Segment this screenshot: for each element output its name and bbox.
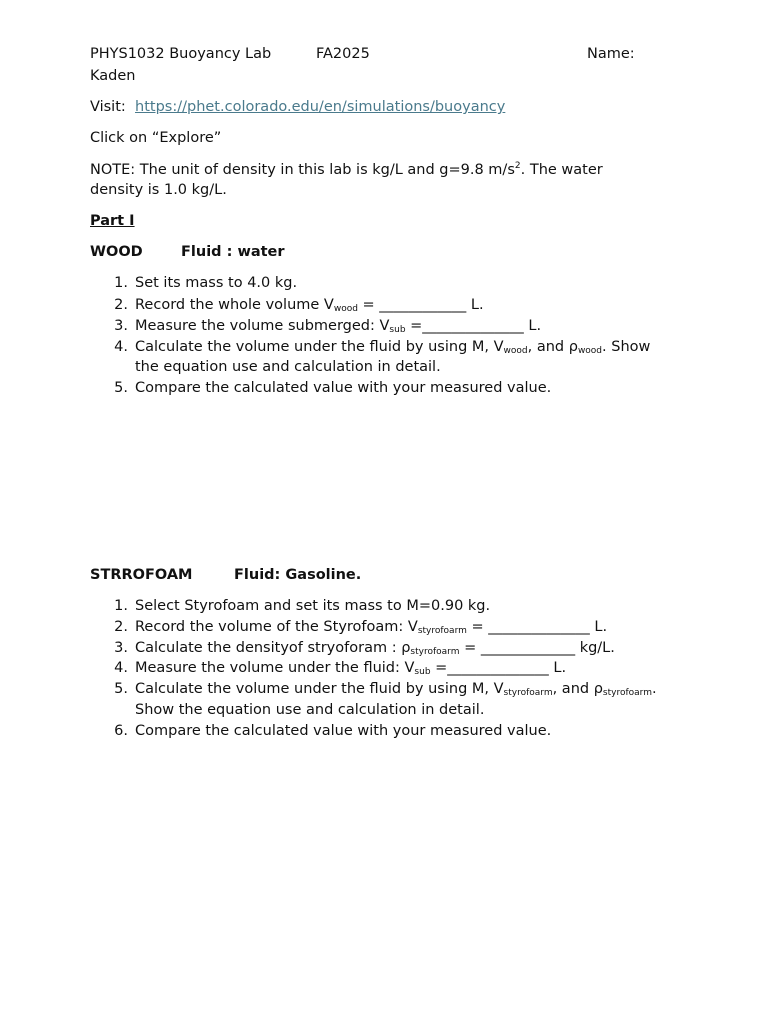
part-title: Part I: [90, 213, 135, 229]
list-item-continuation: the equation use and calculation in detail.: [135, 359, 441, 375]
wood-heading: WOOD: [90, 244, 143, 260]
list-item: Calculate the densityof stryoforam : $\rho_{styrofoarm}$ = _____________ kg/L.: [135, 640, 615, 657]
styrofoam-fluid: Fluid: Gasoline.: [234, 567, 362, 583]
list-item: Measure the volume submerged: $V_{sub}$ =______________ L.: [135, 318, 542, 335]
styrofoam-heading: STRROFOAM: [90, 567, 193, 583]
list-item: Record the volume of the Styrofoam: $V_{styrofoarm}$ = ______________ L.: [135, 619, 608, 636]
list-item: Calculate the volume under the fluid by using M, $V_{wood}$, and $\rho_{wood}$. Show: [135, 339, 651, 356]
list-item-continuation: Show the equation use and calculation in detail.: [135, 702, 485, 718]
list-item: Record the whole volume $V_{wood}$ = ____________ L.: [135, 297, 484, 314]
list-item: Set its mass to 4.0 kg.: [135, 275, 298, 291]
document-page: PHYS1032 Buoyancy Lab FA2025 Name: Kaden Visit: https://phet.colorado.edu/en/simulations/buoyancy Click on “Explore” NOTE: The unit of density in this lab is kg/L and g=9.8 $m/s^2$. The water density is 1.0 kg/L. Part I WOOD Fluid : water 1. Set its mass to 4.0 kg. 2. Record the whole volume $V_{wood}$ = ____________ L. 3. Measure the volume submerged: $V_{sub}$ =______________ L. 4. Calculate the volume under the fluid by using M, $V_{wood}$, and $\rho_{wood}$. Show the equation use and calculation in detail. 5. Compare the calculated value with your measured value. STRROFOAM Fluid: Gasoline. 1. Select Styrofoam and set its mass to M=0.90 kg. 2. Record the volume of the Styrofoam: $V_{styrofoarm}$ = ______________ L. 3. Calculate the densityof stryoforam : $\rho_{styrofoarm}$ = _____________ kg/L. 4. Measure the volume under the fluid: $V_{sub}$ =______________ L. 5. Calculate the volume under the fluid by using M, $V_{styrofoarm}$, and $\rho_{styrofoarm}$. Show the equation use and calculation in detail. 6. Compare the calculated value with your measured value.: [90, 46, 657, 739]
note-line-2: density is 1.0 kg/L.: [90, 182, 227, 198]
wood-fluid: Fluid : water: [181, 244, 285, 260]
name-label: Name:: [587, 46, 635, 62]
visit-line: [90, 99, 505, 115]
simulation-link[interactable]: https://phet.colorado.edu/en/simulations/buoyancy: [135, 99, 506, 115]
term: FA2025: [316, 46, 370, 62]
visit-label: Visit:: [90, 99, 126, 115]
course-title: PHYS1032 Buoyancy Lab: [90, 46, 272, 62]
click-instruction: Click on “Explore”: [90, 130, 222, 146]
list-item: Measure the volume under the fluid: $V_{sub}$ =______________ L.: [135, 660, 567, 677]
list-item: Calculate the volume under the fluid by using M, $V_{styrofoarm}$, and $\rho_{styrofoarm}$.: [135, 681, 657, 698]
list-item: Select Styrofoam and set its mass to M=0.90 kg.: [135, 598, 491, 614]
note-line-1: NOTE: The unit of density in this lab is kg/L and g=9.8 $m/s^2$. The water: [90, 161, 603, 178]
student-name: Kaden: [90, 68, 136, 84]
list-item: Compare the calculated value with your measured value.: [135, 723, 552, 739]
list-item: Compare the calculated value with your measured value.: [135, 380, 552, 396]
